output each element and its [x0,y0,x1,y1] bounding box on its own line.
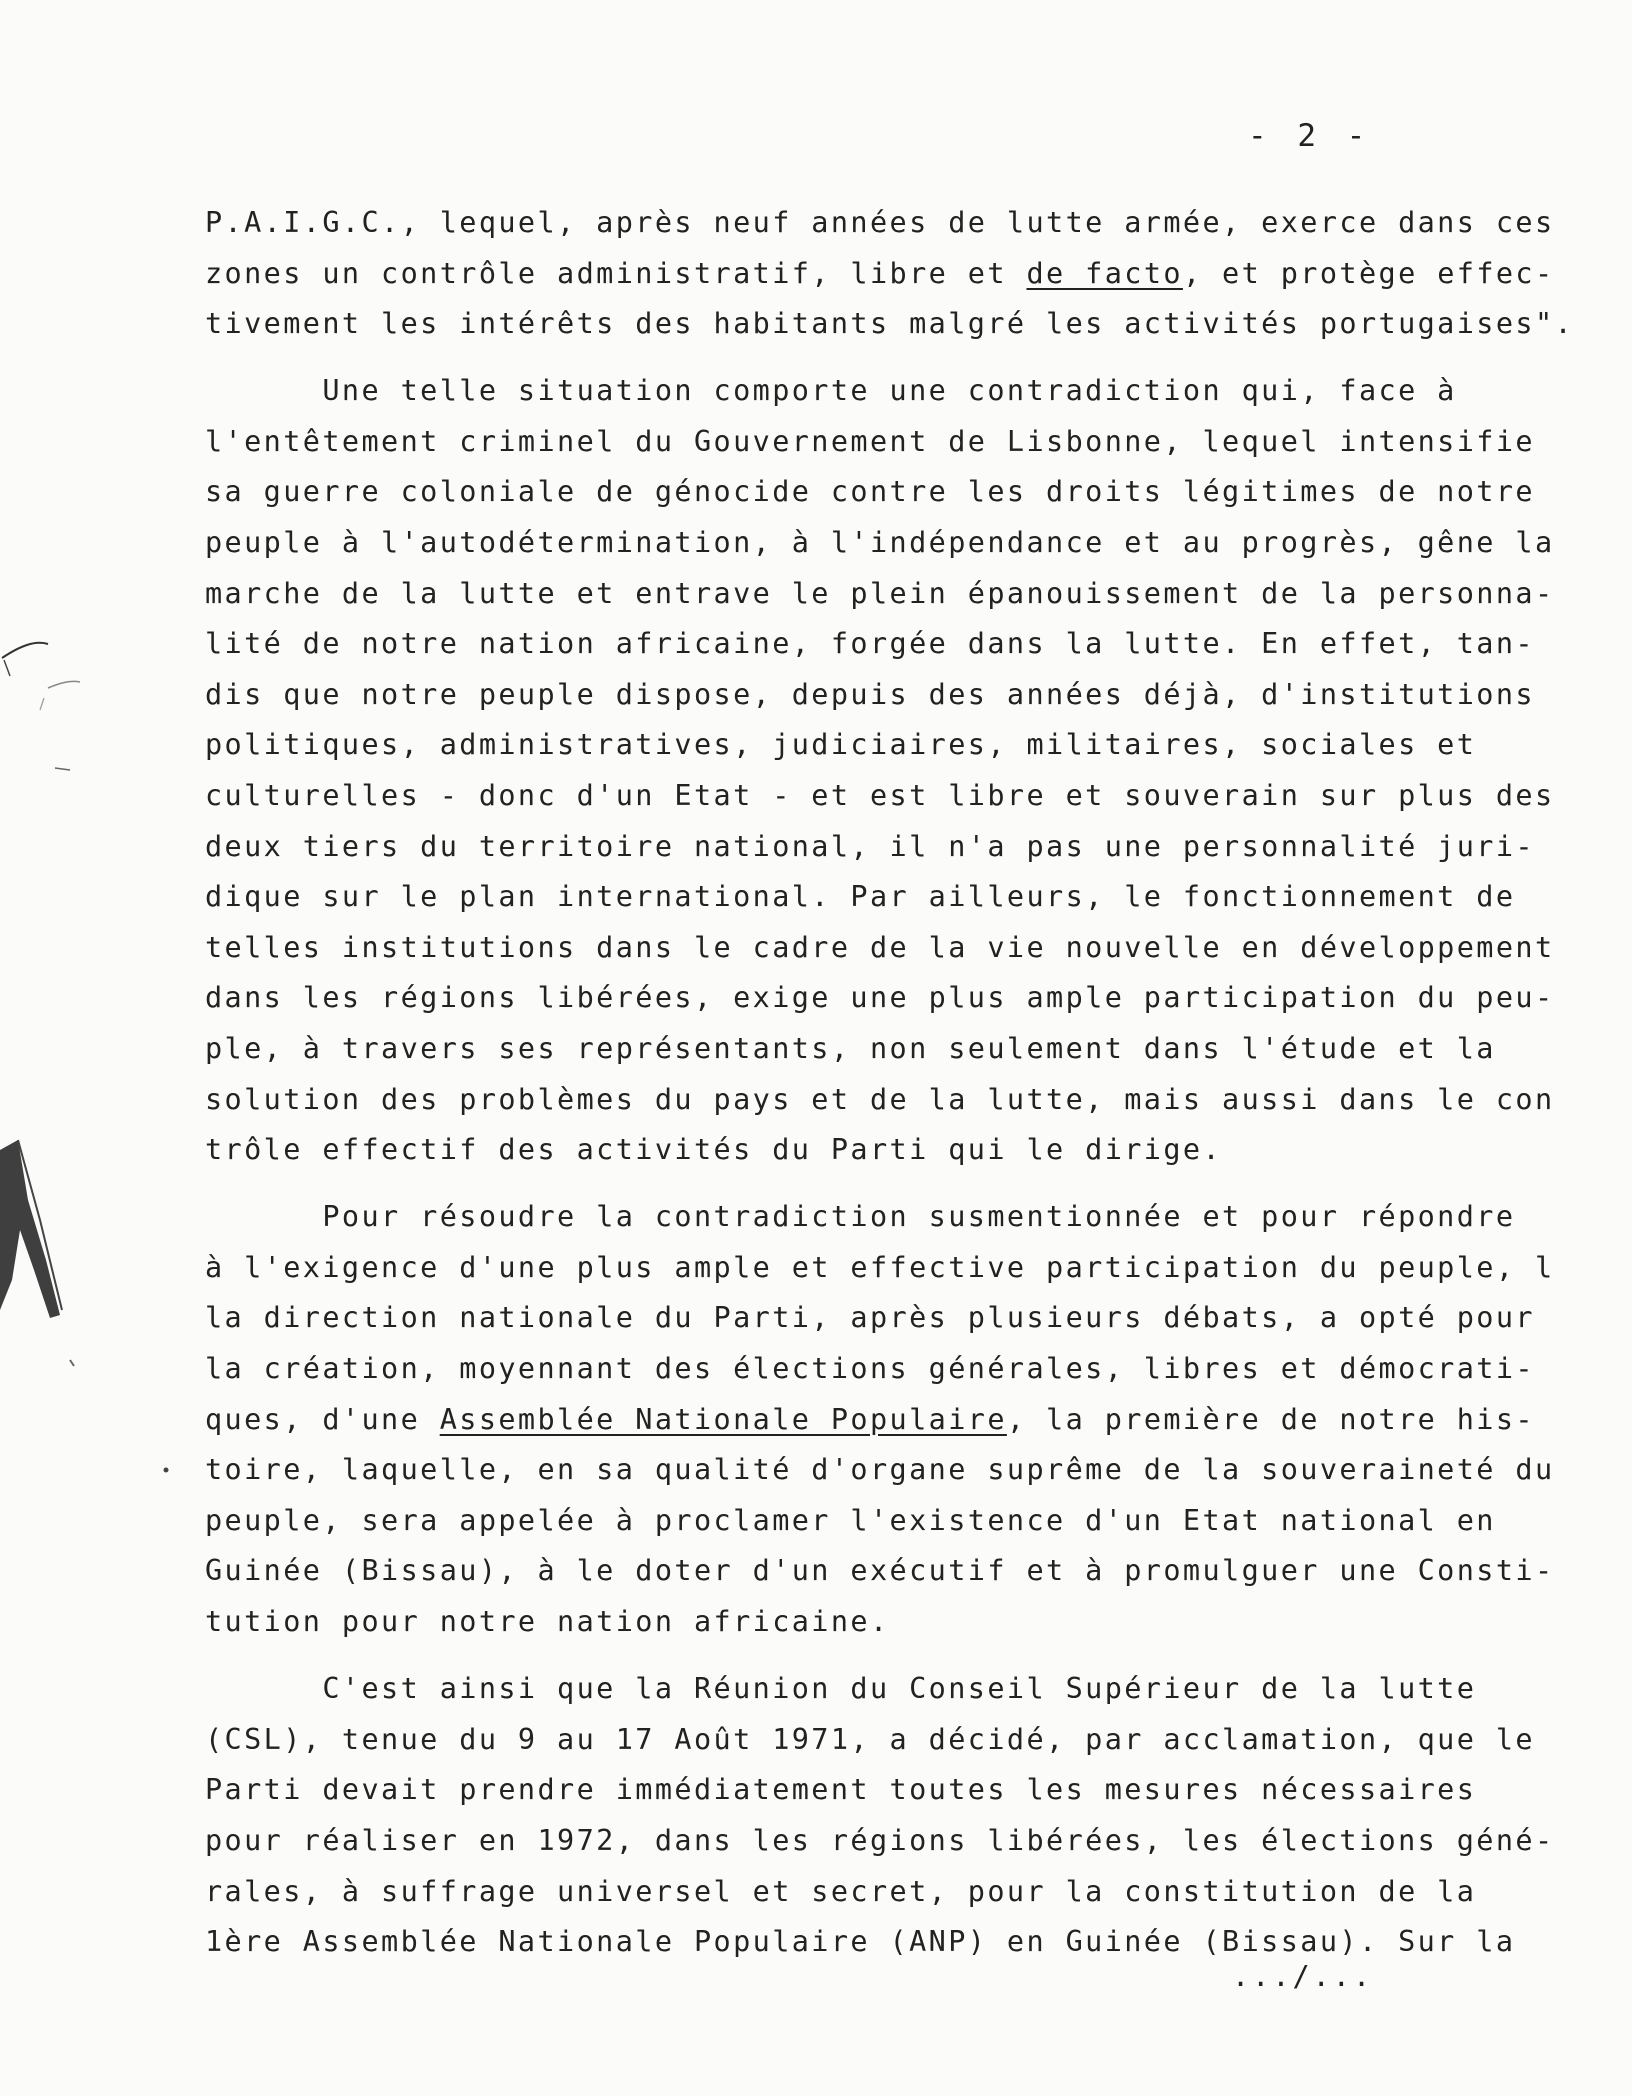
text-line: dis que notre peuple dispose, depuis des années déjà, d'institutions [205,677,1535,711]
text-line: peuple, sera appelée à proclamer l'existence d'un Etat national en [205,1503,1496,1537]
text-line: Pour résoudre la contradiction susmentionnée et pour répondre [205,1200,1516,1234]
document-body [205,198,1575,1968]
text-line: dans les régions libérées, exige une plus ample participation du peu- [205,981,1555,1015]
text-line: à l'exigence d'une plus ample et effective participation du peuple, l [205,1250,1555,1284]
text-line: solution des problèmes du pays et de la lutte, mais aussi dans le con [205,1082,1555,1116]
scan-artifact-top [0,628,90,778]
continuation-marker: .../... [1232,1960,1374,1993]
text-segment: , la première de notre his- [1006,1402,1535,1436]
text-line: sa guerre coloniale de génocide contre les droits légitimes de notre [205,475,1535,509]
text-line: (CSL), tenue du 9 au 17 Août 1971, a décidé, par acclamation, que le [205,1722,1535,1756]
underlined-text: Assemblée Nationale Populaire [439,1402,1007,1436]
text-line: rales, à suffrage universel et secret, pour la constitution de la [205,1874,1477,1908]
text-line: telles institutions dans le cadre de la vie nouvelle en développement [205,930,1555,964]
paragraph [205,1664,1565,1968]
text-line: P.A.I.G.C., lequel, après neuf années de lutte armée, exerce dans ces [205,206,1555,239]
text-line: la création, moyennant des élections générales, libres et démocrati- [205,1352,1535,1386]
text-line: lité de notre nation africaine, forgée dans la lutte. En effet, tan- [205,627,1535,661]
paragraph [205,366,1565,1176]
text-line: tution pour notre nation africaine. [205,1605,890,1639]
text-line: Parti devait prendre immédiatement toutes les mesures nécessaires [205,1773,1477,1807]
text-line: l'entêtement criminel du Gouvernement de Lisbonne, lequel intensifie [205,424,1535,458]
text-line: la direction nationale du Parti, après plusieurs débats, a opté pour [205,1301,1535,1335]
text-line: pour réaliser en 1972, dans les régions libérées, les élections géné- [205,1823,1555,1857]
text-line [205,1395,1565,1446]
text-line: 1ère Assemblée Nationale Populaire (ANP) en Guinée (Bissau). Sur la [205,1925,1516,1959]
text-line: politiques, administratives, judiciaires, militaires, sociales et [205,728,1477,762]
text-line: tivement les intérêts des habitants malgré les activités portugaises". [205,307,1575,341]
text-segment: , et protège effec- [1182,256,1555,290]
text-line: Une telle situation comporte une contradiction qui, face à [205,374,1457,408]
text-segment: zones un contrôle administratif, libre et [205,256,1027,290]
scan-artifact-dot [160,1464,172,1476]
paragraph [205,1192,1565,1647]
underlined-text: de facto [1026,256,1183,290]
text-line: peuple à l'autodétermination, à l'indépendance et au progrès, gêne la [205,526,1555,560]
scan-artifact-binding-shadow [0,1110,90,1370]
text-line [205,249,1565,300]
text-segment: ques, d'une [205,1402,440,1436]
text-line: Guinée (Bissau), à le doter d'un exécutif et à promulguer une Consti- [205,1554,1555,1588]
text-line: toire, laquelle, en sa qualité d'organe suprême de la souveraineté du [205,1453,1555,1487]
text-line: dique sur le plan international. Par ailleurs, le fonctionnement de [205,880,1516,914]
text-line: C'est ainsi que la Réunion du Conseil Supérieur de la lutte [205,1672,1477,1706]
page-number: - 2 - [1248,118,1372,154]
text-line: marche de la lutte et entrave le plein épanouissement de la personna- [205,576,1555,610]
text-line: culturelles - donc d'un Etat - et est libre et souverain sur plus des [205,779,1555,813]
paragraph [205,198,1575,350]
text-line: ple, à travers ses représentants, non seulement dans l'étude et la [205,1032,1496,1065]
text-line: trôle effectif des activités du Parti qui le dirige. [205,1133,1223,1167]
text-line: deux tiers du territoire national, il n'a pas une personnalité juri- [205,829,1535,863]
